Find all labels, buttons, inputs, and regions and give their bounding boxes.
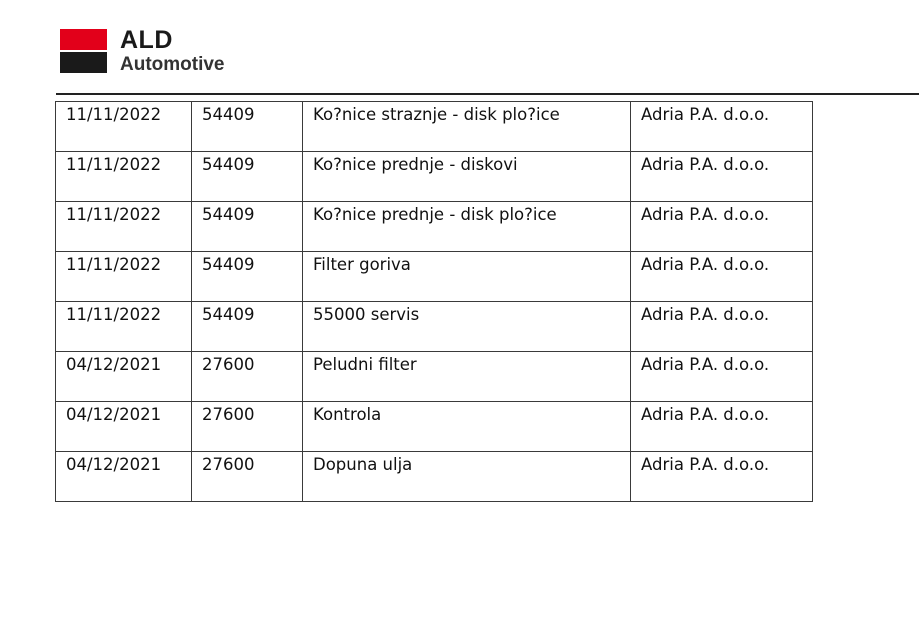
table-row	[56, 452, 813, 502]
table-row	[56, 202, 813, 252]
vendor-cell: Adria P.A. d.o.o.	[631, 202, 813, 252]
description-cell: Peludni filter	[303, 352, 631, 402]
description-cell: Kontrola	[303, 402, 631, 452]
logo-brand: ALD	[120, 26, 173, 54]
description-cell: Ko?nice prednje - disk plo?ice	[303, 202, 631, 252]
description-cell: 55000 servis	[303, 302, 631, 352]
date-cell: 11/11/2022	[56, 202, 192, 252]
mileage-cell: 54409	[192, 152, 303, 202]
mileage-cell: 54409	[192, 202, 303, 252]
date-cell: 04/12/2021	[56, 452, 192, 502]
mileage-cell: 54409	[192, 102, 303, 152]
table-row	[56, 252, 813, 302]
logo-text	[120, 28, 225, 74]
date-cell: 11/11/2022	[56, 252, 192, 302]
mileage-cell: 54409	[192, 302, 303, 352]
service-history-table	[55, 101, 813, 502]
table-row	[56, 402, 813, 452]
mileage-cell: 27600	[192, 452, 303, 502]
table-row	[56, 352, 813, 402]
description-cell: Ko?nice prednje - diskovi	[303, 152, 631, 202]
description-cell: Ko?nice straznje - disk plo?ice	[303, 102, 631, 152]
description-cell: Filter goriva	[303, 252, 631, 302]
date-cell: 11/11/2022	[56, 102, 192, 152]
table-row	[56, 152, 813, 202]
date-cell: 11/11/2022	[56, 302, 192, 352]
logo-subtitle: Automotive	[120, 54, 225, 75]
vendor-cell: Adria P.A. d.o.o.	[631, 452, 813, 502]
header-divider	[56, 93, 919, 95]
mileage-cell: 27600	[192, 352, 303, 402]
table-row	[56, 302, 813, 352]
vendor-cell: Adria P.A. d.o.o.	[631, 352, 813, 402]
vendor-cell: Adria P.A. d.o.o.	[631, 402, 813, 452]
vendor-cell: Adria P.A. d.o.o.	[631, 152, 813, 202]
vendor-cell: Adria P.A. d.o.o.	[631, 102, 813, 152]
vendor-cell: Adria P.A. d.o.o.	[631, 252, 813, 302]
ald-logo-mark-icon	[60, 29, 107, 73]
mileage-cell: 27600	[192, 402, 303, 452]
ald-automotive-logo	[60, 28, 225, 74]
date-cell: 04/12/2021	[56, 352, 192, 402]
date-cell: 11/11/2022	[56, 152, 192, 202]
mileage-cell: 54409	[192, 252, 303, 302]
table-row	[56, 102, 813, 152]
date-cell: 04/12/2021	[56, 402, 192, 452]
vendor-cell: Adria P.A. d.o.o.	[631, 302, 813, 352]
description-cell: Dopuna ulja	[303, 452, 631, 502]
